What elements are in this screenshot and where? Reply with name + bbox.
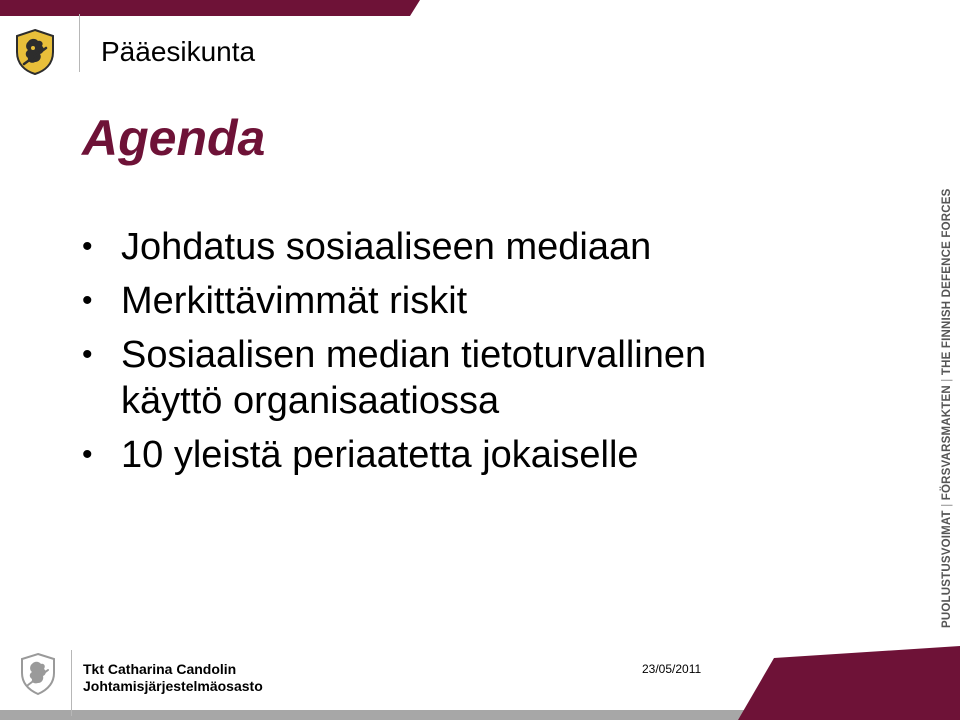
lion-crest-icon <box>12 28 58 76</box>
footer-department: Johtamisjärjestelmäosasto <box>83 678 263 694</box>
agenda-list <box>82 224 882 486</box>
brand-english: THE FINNISH DEFENCE FORCES <box>941 188 953 376</box>
brand-swedish: FÖRSVARSMAKTEN <box>941 385 953 501</box>
header-divider <box>79 14 80 72</box>
vertical-brand-text <box>939 188 955 628</box>
footer-author: Tkt Catharina Candolin <box>83 661 237 677</box>
organization-name: Pääesikunta <box>101 36 256 67</box>
lion-crest-icon <box>18 652 58 696</box>
brand-separator: | <box>941 378 953 382</box>
bullet-dot-icon: • <box>82 338 93 371</box>
bullet-dot-icon: • <box>82 438 93 471</box>
agenda-item-text: Johdatus sosiaaliseen mediaan <box>121 226 652 268</box>
brand-separator: | <box>941 503 953 507</box>
agenda-item <box>82 332 882 424</box>
agenda-item-text: Merkittävimmät riskit <box>121 280 468 322</box>
bullet-dot-icon: • <box>82 284 93 317</box>
footer-date: 23/05/2011 <box>642 662 702 676</box>
agenda-item-text: 10 yleistä periaatetta jokaiselle <box>121 434 639 476</box>
agenda-item-text-continuation: käyttö organisaatiossa <box>121 380 500 422</box>
brand-finnish: PUOLUSTUSVOIMAT <box>941 510 953 628</box>
slide-title: Agenda <box>82 110 266 166</box>
agenda-item-text: Sosiaalisen median tietoturvallinen <box>121 334 707 376</box>
footer-divider <box>71 650 72 716</box>
top-accent-band <box>0 0 420 16</box>
bullet-dot-icon: • <box>82 230 93 263</box>
agenda-item <box>82 432 882 478</box>
agenda-item <box>82 224 882 270</box>
agenda-item <box>82 278 882 324</box>
